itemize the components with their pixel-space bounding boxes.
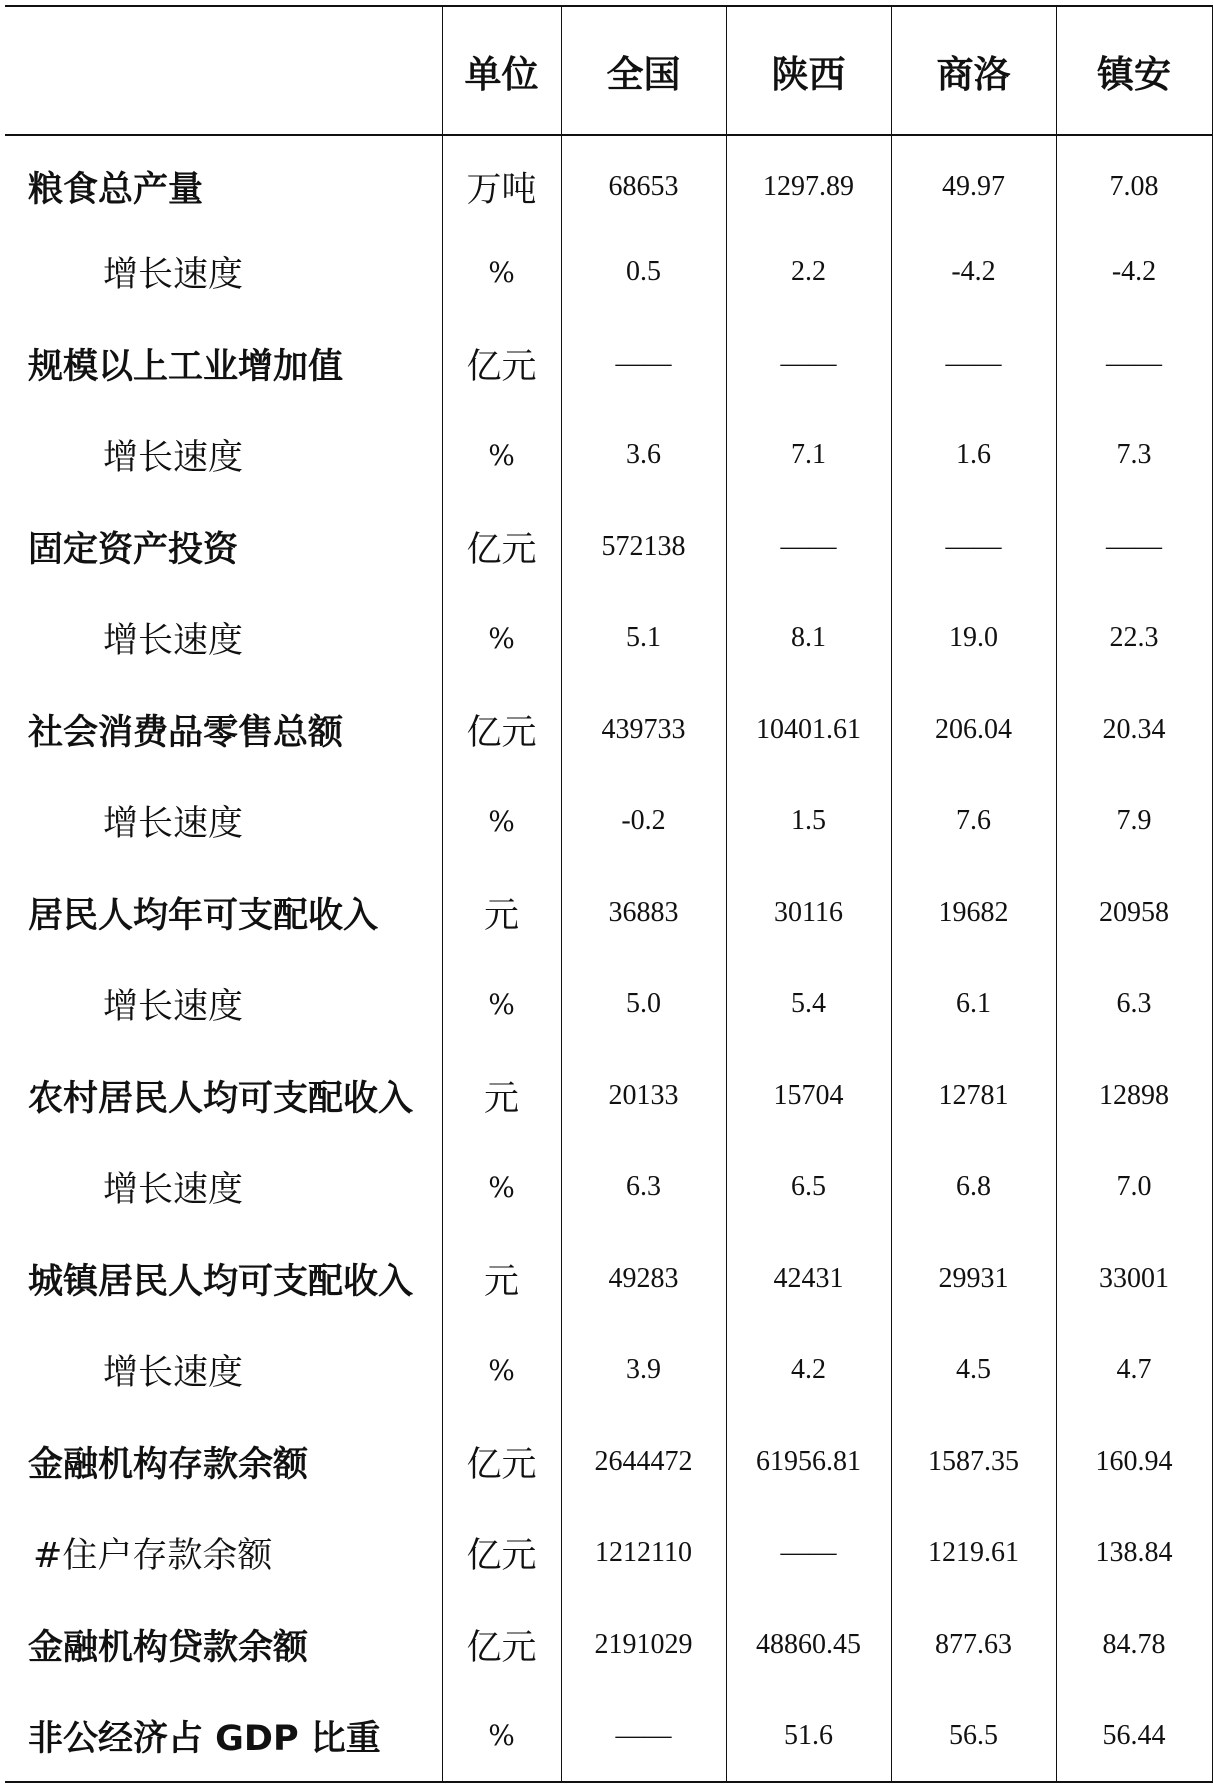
indicator-name: 金融机构贷款余额 <box>28 1627 309 1668</box>
value-shaanxi: —— <box>726 318 891 410</box>
table-row <box>5 959 1212 1051</box>
unit-cell: % <box>442 1142 561 1234</box>
value-zhenan: 7.08 <box>1056 135 1212 227</box>
value-national: 3.9 <box>561 1325 726 1417</box>
value-shangluo: 1219.61 <box>891 1508 1056 1600</box>
value-national: 439733 <box>561 684 726 776</box>
value-shaanxi: 10401.61 <box>726 684 891 776</box>
header-zhenan: 镇安 <box>1056 6 1212 135</box>
unit-cell: 亿元 <box>442 684 561 776</box>
value-national: 49283 <box>561 1233 726 1325</box>
value-zhenan: —— <box>1056 318 1212 410</box>
value-zhenan: 160.94 <box>1056 1416 1212 1508</box>
unit-cell: 元 <box>442 1233 561 1325</box>
statistics-table <box>5 5 1213 1783</box>
unit-cell: 亿元 <box>442 1416 561 1508</box>
table-row <box>5 135 1212 227</box>
value-shaanxi: 42431 <box>726 1233 891 1325</box>
value-shaanxi: 30116 <box>726 867 891 959</box>
header-indicator <box>5 6 442 135</box>
value-shangluo: 877.63 <box>891 1599 1056 1691</box>
value-shaanxi: 2.2 <box>726 227 891 319</box>
table-row <box>5 1050 1212 1142</box>
unit-cell: 万吨 <box>442 135 561 227</box>
table-row <box>5 1691 1212 1783</box>
table-row <box>5 776 1212 868</box>
value-national: 6.3 <box>561 1142 726 1234</box>
value-shaanxi: 51.6 <box>726 1691 891 1783</box>
value-shaanxi: 6.5 <box>726 1142 891 1234</box>
unit-cell: % <box>442 410 561 502</box>
value-shangluo: 6.1 <box>891 959 1056 1051</box>
value-shangluo: —— <box>891 501 1056 593</box>
indicator-name: 规模以上工业增加值 <box>28 346 344 387</box>
indicator-name: #住户存款余额 <box>33 1536 273 1577</box>
value-shangluo: 7.6 <box>891 776 1056 868</box>
value-zhenan: 138.84 <box>1056 1508 1212 1600</box>
value-zhenan: —— <box>1056 501 1212 593</box>
table-row <box>5 684 1212 776</box>
value-zhenan: 56.44 <box>1056 1691 1212 1783</box>
table-body <box>5 135 1212 1782</box>
value-shangluo: 1587.35 <box>891 1416 1056 1508</box>
header-national: 全国 <box>561 6 726 135</box>
indicator-name: 固定资产投资 <box>28 529 239 570</box>
value-shangluo: 49.97 <box>891 135 1056 227</box>
indicator-name: 增长速度 <box>103 438 244 479</box>
value-shaanxi: —— <box>726 1508 891 1600</box>
value-national: 572138 <box>561 501 726 593</box>
value-shaanxi: 5.4 <box>726 959 891 1051</box>
value-shaanxi: 8.1 <box>726 593 891 685</box>
table-row <box>5 227 1212 319</box>
value-national: 5.1 <box>561 593 726 685</box>
table-row <box>5 1142 1212 1234</box>
unit-cell: % <box>442 1325 561 1417</box>
table-header <box>5 6 1212 135</box>
value-shangluo: 56.5 <box>891 1691 1056 1783</box>
value-zhenan: 6.3 <box>1056 959 1212 1051</box>
value-shangluo: 206.04 <box>891 684 1056 776</box>
value-zhenan: 20958 <box>1056 867 1212 959</box>
header-shaanxi: 陕西 <box>726 6 891 135</box>
table-row <box>5 501 1212 593</box>
value-shangluo: 4.5 <box>891 1325 1056 1417</box>
value-national: -0.2 <box>561 776 726 868</box>
value-zhenan: 7.3 <box>1056 410 1212 502</box>
indicator-name: 非公经济占 GDP 比重 <box>5 1691 442 1783</box>
value-zhenan: 7.0 <box>1056 1142 1212 1234</box>
indicator-name: 社会消费品零售总额 <box>28 712 344 753</box>
table-row <box>5 1599 1212 1691</box>
header-shangluo: 商洛 <box>891 6 1056 135</box>
unit-cell: 元 <box>442 1050 561 1142</box>
value-shangluo: —— <box>891 318 1056 410</box>
value-shangluo: -4.2 <box>891 227 1056 319</box>
value-national: —— <box>561 318 726 410</box>
indicator-name: 增长速度 <box>103 255 244 296</box>
unit-cell: % <box>442 959 561 1051</box>
value-zhenan: 22.3 <box>1056 593 1212 685</box>
table-row <box>5 410 1212 502</box>
indicator-name: 增长速度 <box>103 1353 244 1394</box>
value-shangluo: 6.8 <box>891 1142 1056 1234</box>
value-national: 2191029 <box>561 1599 726 1691</box>
unit-cell: 亿元 <box>442 501 561 593</box>
indicator-name: 增长速度 <box>103 804 244 845</box>
header-row <box>5 6 1212 135</box>
value-shaanxi: 1.5 <box>726 776 891 868</box>
indicator-name: 金融机构存款余额 <box>28 1444 309 1485</box>
value-shangluo: 29931 <box>891 1233 1056 1325</box>
value-national: 1212110 <box>561 1508 726 1600</box>
value-shaanxi: 7.1 <box>726 410 891 502</box>
value-shaanxi: 1297.89 <box>726 135 891 227</box>
unit-cell: % <box>442 1691 561 1783</box>
table-row <box>5 1233 1212 1325</box>
value-national: 3.6 <box>561 410 726 502</box>
table-row <box>5 1508 1212 1600</box>
unit-cell: 亿元 <box>442 1599 561 1691</box>
unit-cell: % <box>442 776 561 868</box>
indicator-name: 农村居民人均可支配收入 <box>28 1078 414 1119</box>
value-shangluo: 12781 <box>891 1050 1056 1142</box>
unit-cell: 元 <box>442 867 561 959</box>
value-shangluo: 19.0 <box>891 593 1056 685</box>
table-row <box>5 1416 1212 1508</box>
value-national: 2644472 <box>561 1416 726 1508</box>
value-shaanxi: —— <box>726 501 891 593</box>
value-shaanxi: 4.2 <box>726 1325 891 1417</box>
indicator-name: 增长速度 <box>103 621 244 662</box>
value-national: 0.5 <box>561 227 726 319</box>
unit-cell: 亿元 <box>442 318 561 410</box>
value-shaanxi: 15704 <box>726 1050 891 1142</box>
value-shaanxi: 61956.81 <box>726 1416 891 1508</box>
value-zhenan: 33001 <box>1056 1233 1212 1325</box>
table-row <box>5 867 1212 959</box>
header-unit: 单位 <box>442 6 561 135</box>
value-shangluo: 1.6 <box>891 410 1056 502</box>
unit-cell: 亿元 <box>442 1508 561 1600</box>
table-row <box>5 318 1212 410</box>
value-national: 20133 <box>561 1050 726 1142</box>
indicator-name: 增长速度 <box>103 987 244 1028</box>
value-national: 5.0 <box>561 959 726 1051</box>
value-zhenan: 84.78 <box>1056 1599 1212 1691</box>
unit-cell: % <box>442 227 561 319</box>
value-shaanxi: 48860.45 <box>726 1599 891 1691</box>
table-row <box>5 1325 1212 1417</box>
value-shangluo: 19682 <box>891 867 1056 959</box>
indicator-name: 粮食总产量 <box>28 170 204 211</box>
indicator-name: 增长速度 <box>103 1170 244 1211</box>
value-zhenan: -4.2 <box>1056 227 1212 319</box>
indicator-name: 城镇居民人均可支配收入 <box>28 1261 414 1302</box>
value-national: 68653 <box>561 135 726 227</box>
value-zhenan: 7.9 <box>1056 776 1212 868</box>
table-row <box>5 593 1212 685</box>
value-zhenan: 4.7 <box>1056 1325 1212 1417</box>
value-national: 36883 <box>561 867 726 959</box>
value-national: —— <box>561 1691 726 1783</box>
value-zhenan: 12898 <box>1056 1050 1212 1142</box>
value-zhenan: 20.34 <box>1056 684 1212 776</box>
indicator-name: 居民人均年可支配收入 <box>28 895 379 936</box>
unit-cell: % <box>442 593 561 685</box>
